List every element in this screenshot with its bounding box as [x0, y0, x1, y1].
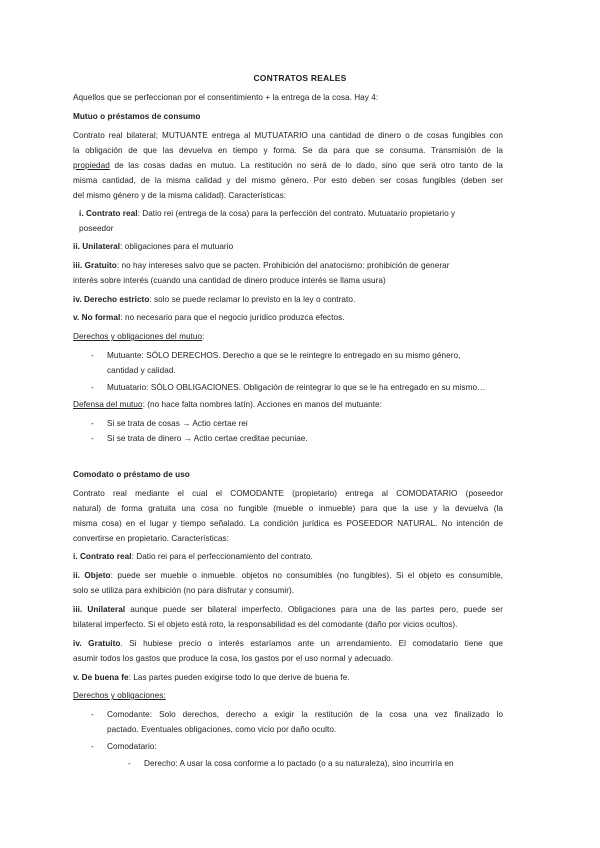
characteristic-text: : no hay intereses salvo que se pacten. Prohibición del anatocismo: prohibición de generar — [116, 261, 450, 270]
comodato-characteristic-cont: bilateral imperfecto. Si el objeto está roto, la responsabilidad es del comodante (daño por vicios ocultos). — [73, 620, 458, 629]
characteristic-text: : Datio rei (entrega de la cosa) para la perfección del contrato. Mutuatario propietario y — [137, 209, 456, 218]
comodato-paragraph-line: convertirse en propietario. Características: — [73, 534, 230, 543]
characteristic-text: : puede ser mueble o inmueble. objetos no consumibles (no fungibles). Si el objeto es consumible, — [110, 571, 503, 580]
characteristic-label: v. De buena fe — [73, 673, 129, 682]
underlined-term: Defensa del mutuo — [73, 400, 143, 409]
comodato-rights-heading: Derechos y obligaciones: — [73, 691, 166, 700]
characteristic-label: ii. Unilateral — [73, 242, 121, 251]
characteristic-label: iii. Gratuito — [73, 261, 117, 270]
mutuo-paragraph-line — [73, 160, 503, 171]
characteristic-label: iv. Derecho estricto — [73, 295, 150, 304]
characteristic-text: . Si hubiese precio o interés estaríamos ante un arrendamiento. El comodatario tiene que — [120, 639, 503, 648]
mutuo-characteristic-cont: poseedor — [79, 224, 114, 233]
characteristic-text: : obligaciones para el mutuario — [120, 242, 234, 251]
mutuo-paragraph-line: del mismo género y de la misma calidad). Características: — [73, 191, 287, 200]
mutuo-paragraph-line: Contrato real bilateral; MUTUANTE entrega al MUTUATARIO una cantidad de dinero o de cosas fungibles con — [73, 131, 503, 140]
mutuo-characteristic — [73, 260, 450, 271]
characteristic-label: iii. Unilateral — [73, 605, 126, 614]
bullet-dash: - — [91, 710, 94, 719]
bullet-dash: - — [128, 759, 131, 768]
document-title: CONTRATOS REALES — [253, 73, 347, 83]
mutuo-characteristic — [79, 208, 455, 219]
defense-text: : (no hace falta nombres latín). Acciones en manos del mutuante: — [142, 400, 382, 409]
heading-colon: : — [202, 332, 205, 341]
characteristic-label: i. Contrato real — [79, 209, 138, 218]
bullet-dash: - — [91, 383, 94, 392]
list-item: Si se trata de cosas → Actio certae rei — [107, 419, 248, 428]
characteristic-text: aunque puede ser bilateral imperfecto. Obligaciones para una de las partes pero, puede ser — [125, 605, 503, 614]
comodato-characteristic — [73, 604, 503, 615]
mutuo-paragraph-line: la obligación de que las devuelva en tiempo y forma. Se da para que se consuma. Transmisión de la — [73, 146, 503, 155]
characteristic-label: i. Contrato real — [73, 552, 132, 561]
underlined-heading: Derechos y obligaciones del mutuo — [73, 332, 203, 341]
bullet-dash: - — [91, 434, 94, 443]
comodato-characteristic-cont: asumir todos los gastos que produce la cosa, los gastos por el uso normal y adecuado. — [73, 654, 394, 663]
underlined-term: propiedad — [73, 161, 110, 170]
mutuo-characteristic — [73, 241, 233, 252]
mutuo-characteristic — [73, 294, 355, 305]
comodato-characteristic — [73, 672, 350, 683]
characteristic-label: v. No formal — [73, 313, 121, 322]
bullet-dash: - — [91, 742, 94, 751]
list-item: Comodante: Solo derechos, derecho a exigir la restitución de la cosa una vez finalizado lo — [107, 710, 503, 719]
list-item: Comodatario: — [107, 742, 157, 751]
mutuo-characteristic — [73, 312, 345, 323]
characteristic-text: : solo se puede reclamar lo previsto en la ley o contrato. — [149, 295, 356, 304]
section-heading-comodato: Comodato o préstamo de uso — [73, 470, 190, 479]
comodato-paragraph-line: natural) de forma gratuita una cosa no fungible (mueble o inmueble) para que la use y la devuelva (la — [73, 504, 503, 513]
characteristic-label: iv. Gratuito — [73, 639, 121, 648]
mutuo-paragraph-line: misma cantidad, de la misma calidad y del mismo género. Por esto deben ser cosas fungibles (deben ser — [73, 176, 503, 185]
intro-text: Aquellos que se perfeccionan por el consentimiento + la entrega de la cosa. Hay 4: — [73, 93, 379, 102]
comodato-paragraph-line: Contrato real mediante el cual el COMODANTE (propietario) entrega al COMODATARIO (poseedor — [73, 489, 503, 498]
list-item: Mutuatario: SÓLO OBLIGACIONES. Obligación de reintegrar lo que se le ha entregado en su mismo… — [107, 383, 486, 392]
characteristic-label: ii. Objeto — [73, 571, 111, 580]
section-heading-mutuo: Mutuo o préstamos de consumo — [73, 112, 201, 121]
comodato-characteristic — [73, 638, 503, 649]
comodato-characteristic — [73, 551, 313, 562]
mutuo-rights-heading — [73, 331, 204, 342]
characteristic-text: : Datio rei para el perfeccionamiento del contrato. — [131, 552, 313, 561]
bullet-dash: - — [91, 419, 94, 428]
mutuo-paragraph-text: de las cosas dadas en mutuo. La restitución no será de lo dado, sino que será otro tanto de la — [109, 161, 503, 170]
list-item-cont: cantidad y calidad. — [107, 366, 176, 375]
list-item: Mutuante: SÓLO DERECHOS. Derecho a que se le reintegre lo entregado en su mismo género, — [107, 351, 461, 360]
list-item-cont: pactado. Eventuales obligaciones, como vicio por daño oculto. — [107, 725, 337, 734]
comodato-paragraph-line: misma cosa) en el lugar y tiempo señalado. La condición jurídica es POSEEDOR NATURAL. No intención de — [73, 519, 503, 528]
bullet-dash: - — [91, 351, 94, 360]
comodato-characteristic — [73, 570, 503, 581]
mutuo-characteristic-cont: interés sobre interés (cuando una cantidad de dinero produce interés se llama usura) — [73, 276, 386, 285]
list-item: Si se trata de dinero → Actio certae creditae pecuniae. — [107, 434, 308, 443]
comodato-characteristic-cont: solo se utiliza para exhibición (no para disfrutar y consumir). — [73, 586, 295, 595]
characteristic-text: : Las partes pueden exigirse todo lo que derive de buena fe. — [128, 673, 350, 682]
mutuo-defense-line — [73, 399, 382, 410]
characteristic-text: : no necesario para que el negocio jurídico produzca efectos. — [120, 313, 345, 322]
list-item-nested: Derecho: A usar la cosa conforme a lo pactado (o a su naturaleza), sino incurriría en — [144, 759, 454, 768]
